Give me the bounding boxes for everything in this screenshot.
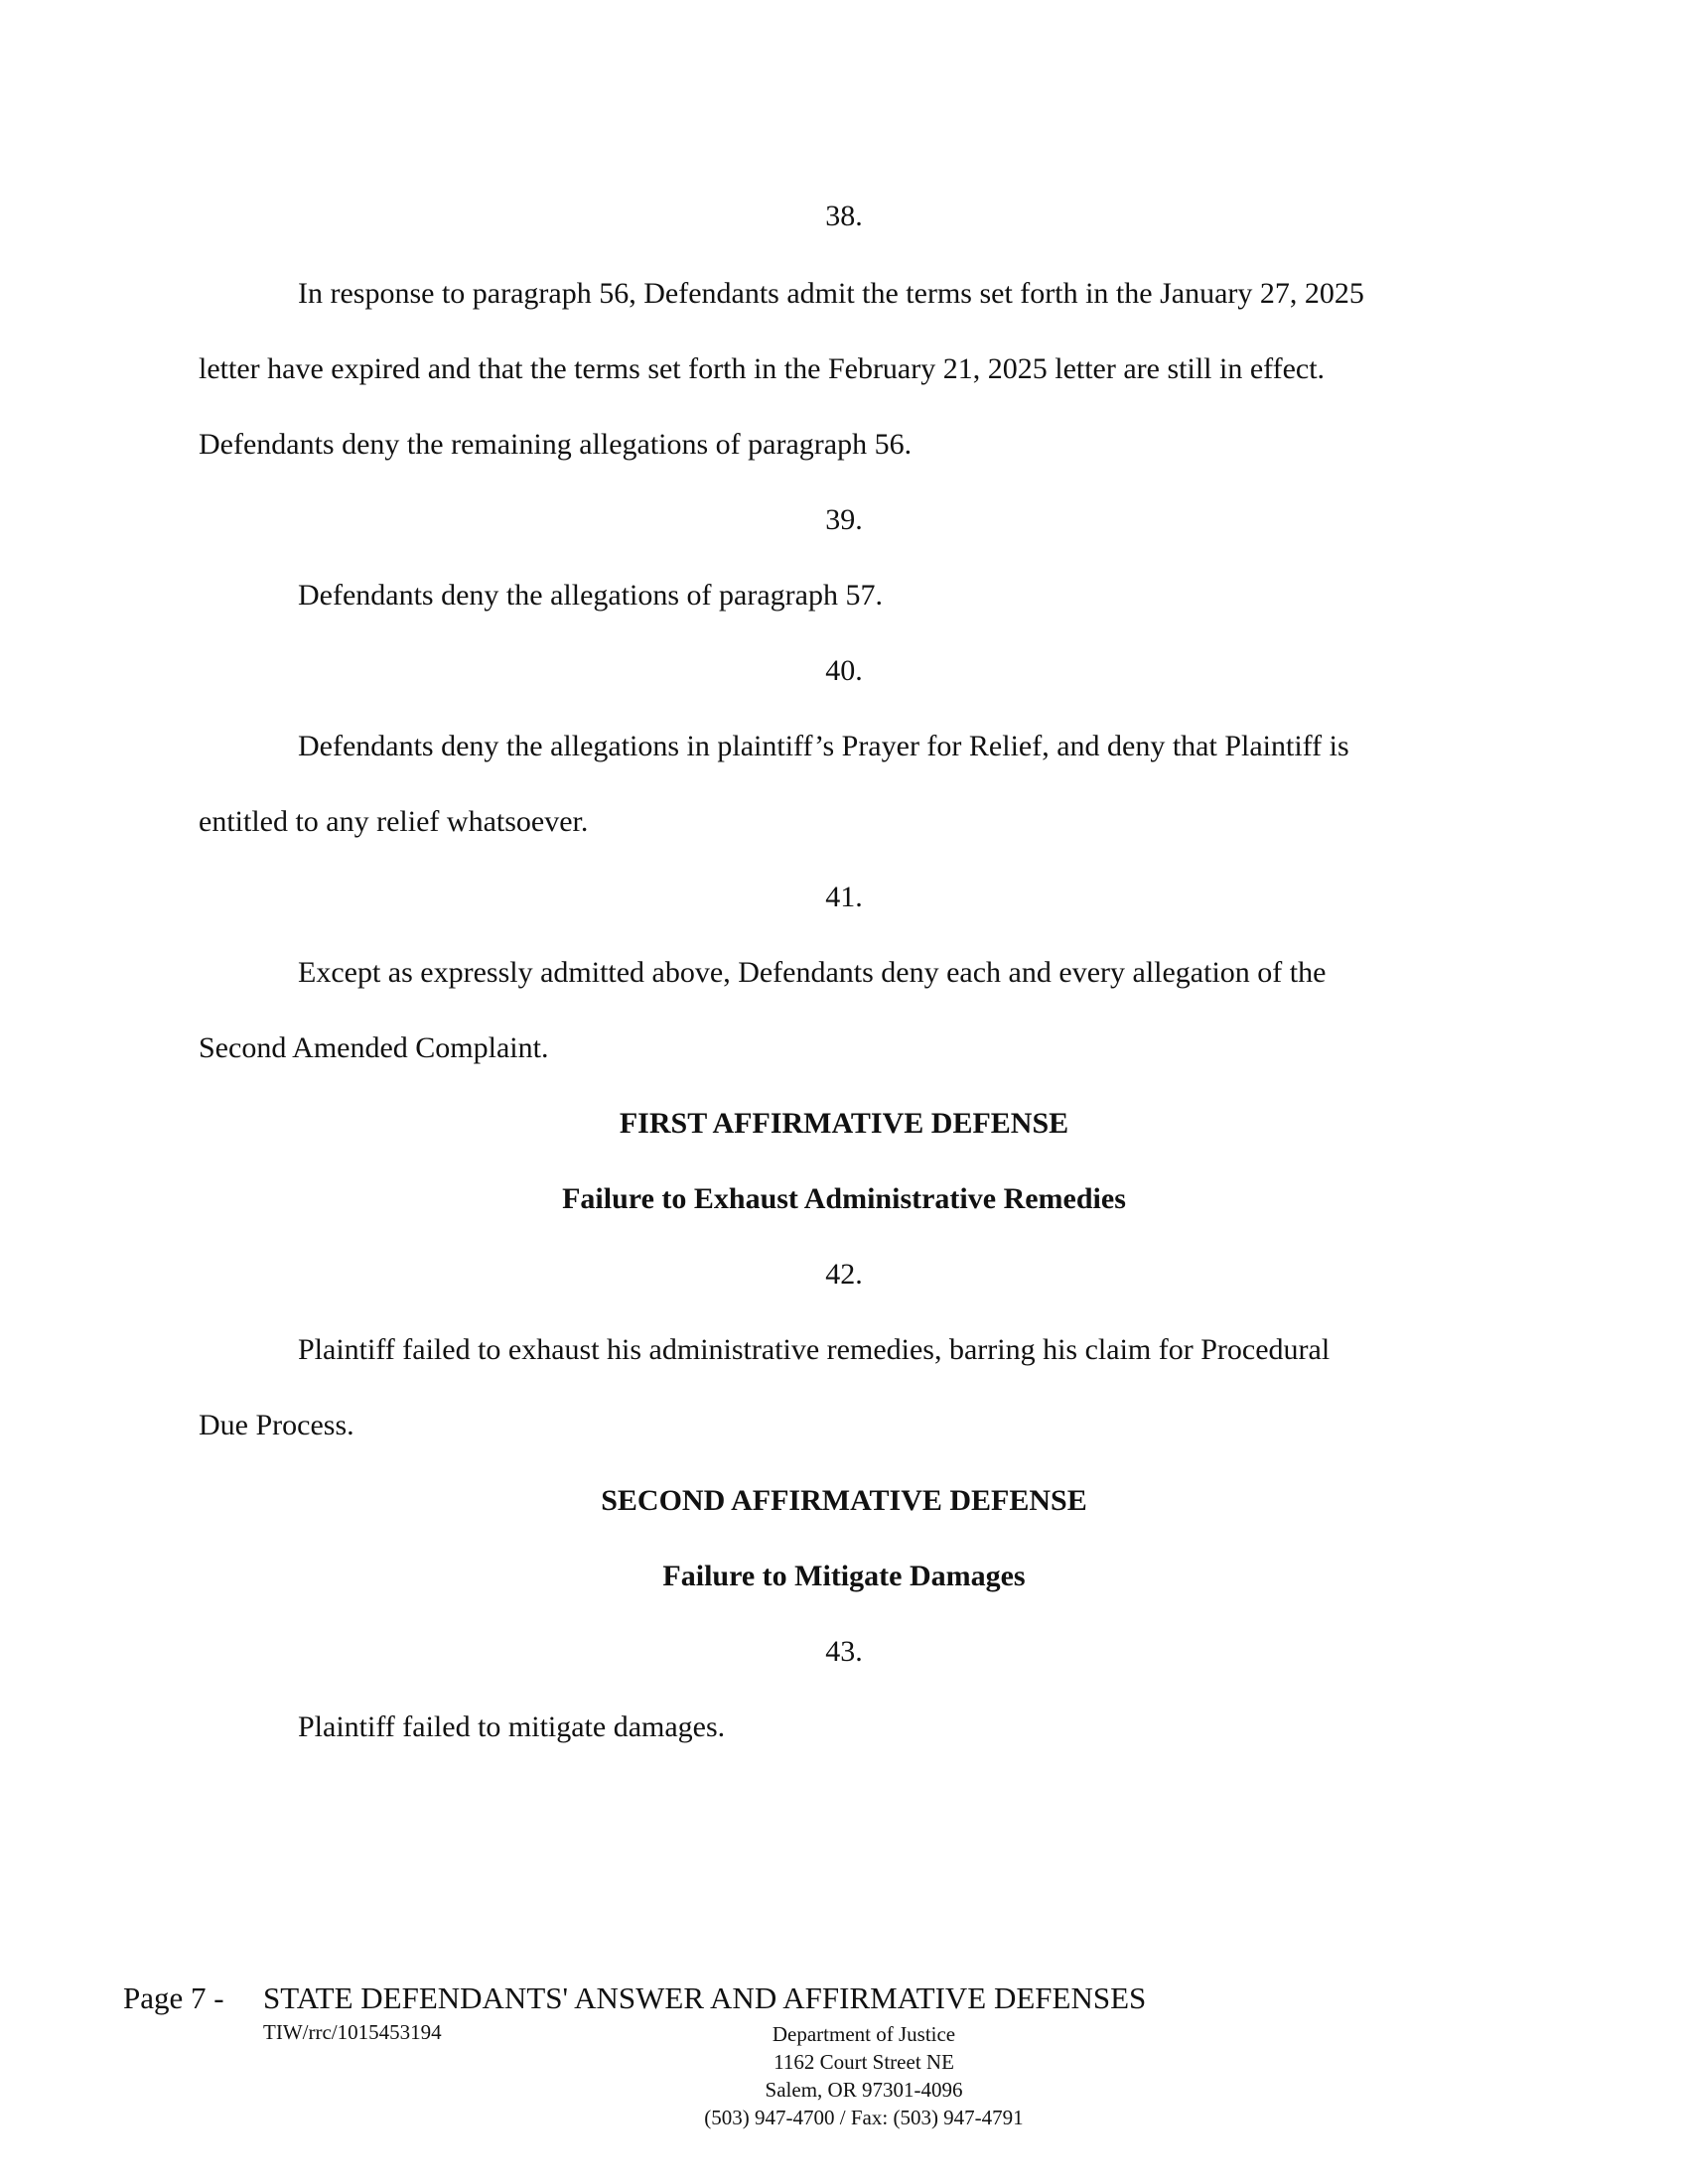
paragraph-number-43: 43. xyxy=(825,1635,863,1668)
document-reference: TIW/rrc/1015453194 xyxy=(263,2020,442,2044)
document-title: STATE DEFENDANTS' ANSWER AND AFFIRMATIVE DEFENSES xyxy=(263,1980,1147,2015)
paragraph-number-38: 38. xyxy=(825,200,863,232)
paragraph-40-line-1: Defendants deny the allegations in plaintiff’s Prayer for Relief, and deny that Plaintiff is xyxy=(298,730,1349,762)
paragraph-42-line-1: Plaintiff failed to exhaust his administrative remedies, barring his claim for Procedural xyxy=(298,1333,1331,1366)
footer-address-line-2: 1162 Court Street NE xyxy=(774,2050,954,2074)
paragraph-40-line-2: entitled to any relief whatsoever. xyxy=(199,805,589,838)
paragraph-42-line-2: Due Process. xyxy=(199,1409,354,1441)
first-defense-heading: FIRST AFFIRMATIVE DEFENSE xyxy=(619,1107,1069,1140)
footer-address-line-4: (503) 947-4700 / Fax: (503) 947-4791 xyxy=(704,2106,1024,2129)
paragraph-number-40: 40. xyxy=(825,654,863,687)
footer-address-line-3: Salem, OR 97301-4096 xyxy=(765,2078,963,2102)
paragraph-38-line-1: In response to paragraph 56, Defendants admit the terms set forth in the January 27, 2025 xyxy=(298,277,1364,310)
page-number-label: Page 7 - xyxy=(123,1980,224,2015)
paragraph-41-line-2: Second Amended Complaint. xyxy=(199,1031,549,1064)
paragraph-39-line-1: Defendants deny the allegations of paragraph 57. xyxy=(298,579,883,612)
footer-address-line-1: Department of Justice xyxy=(772,2022,956,2046)
paragraph-number-42: 42. xyxy=(825,1258,863,1291)
second-defense-heading: SECOND AFFIRMATIVE DEFENSE xyxy=(601,1484,1087,1517)
second-defense-subheading: Failure to Mitigate Damages xyxy=(662,1560,1026,1592)
paragraph-43-line-1: Plaintiff failed to mitigate damages. xyxy=(298,1710,726,1743)
page-footer-title xyxy=(123,1980,1146,2016)
paragraph-41-line-1: Except as expressly admitted above, Defendants deny each and every allegation of the xyxy=(298,956,1327,989)
first-defense-subheading: Failure to Exhaust Administrative Remedies xyxy=(562,1182,1126,1215)
paragraph-number-41: 41. xyxy=(825,881,863,913)
paragraph-number-39: 39. xyxy=(825,503,863,536)
paragraph-38-line-3: Defendants deny the remaining allegations of paragraph 56. xyxy=(199,428,913,461)
paragraph-38-line-2: letter have expired and that the terms set forth in the February 21, 2025 letter are still in effect. xyxy=(199,352,1326,385)
